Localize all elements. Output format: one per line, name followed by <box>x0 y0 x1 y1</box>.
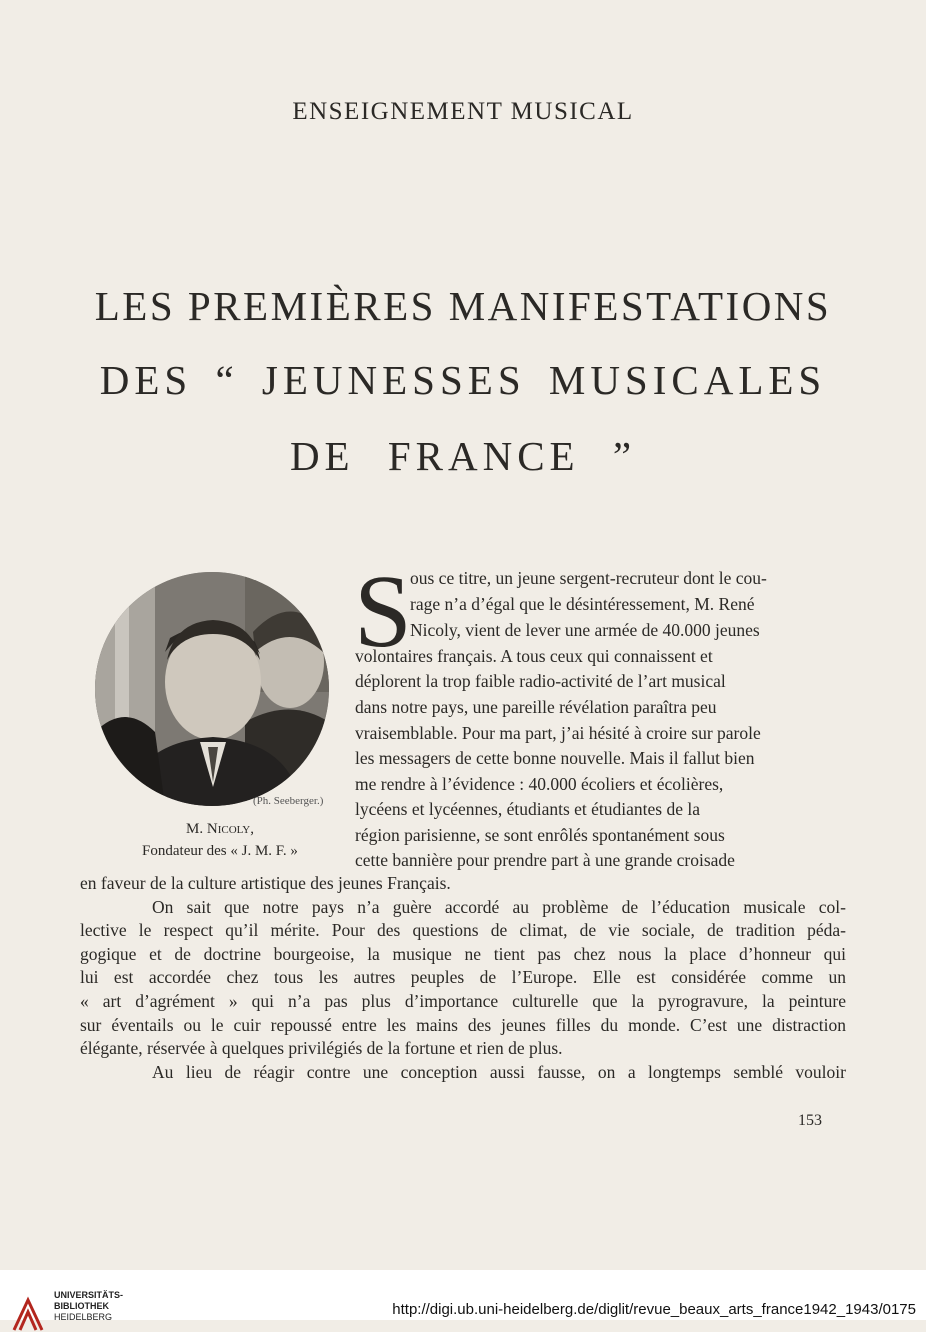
intro-line: ous ce titre, un jeune sergent-recruteur dont le cou- <box>410 568 767 588</box>
intro-line: les messagers de cette bonne nouvelle. Mais il fallut bien <box>355 748 755 768</box>
body-line: lective le respect qu’il mérite. Pour des questions de climat, de vie sociale, de tradition péda- <box>80 920 846 941</box>
body-line: On sait que notre pays n’a guère accordé au problème de l’éducation musicale col- <box>152 896 846 917</box>
library-logo-icon <box>10 1296 46 1332</box>
intro-line: dans notre pays, une pareille révélation paraîtra peu <box>355 697 717 717</box>
body-line: gogique et de doctrine bourgeoise, la musique ne tient pas chez nous la place d’honneur qui <box>80 943 846 964</box>
article-title-line-1: LES PREMIÈRES MANIFESTATIONS <box>94 283 832 329</box>
intro-line: déplorent la trop faible radio-activité de l’art musical <box>355 671 726 691</box>
section-title: ENSEIGNEMENT MUSICAL <box>292 98 634 125</box>
body-line: Au lieu de réagir contre une conception aussi fausse, on a longtemps semblé vouloir <box>152 1061 846 1082</box>
body-text <box>80 872 846 1084</box>
portrait-photo <box>95 572 329 806</box>
library-name: UNIVERSITÄTS- BIBLIOTHEK HEIDELBERG <box>54 1290 124 1322</box>
photo-credit: (Ph. Seeberger.) <box>253 795 324 807</box>
intro-line: rage n’a d’égal que le désintéressement, M. René <box>410 594 755 614</box>
intro-line: région parisienne, se sont enrôlés spontanément sous <box>355 825 725 845</box>
body-line: en faveur de la culture artistique des jeunes Français. <box>80 873 451 893</box>
article-title-line-2: DES “ JEUNESSES MUSICALES <box>99 357 827 403</box>
drop-cap: S <box>354 554 412 669</box>
article-title-line-3: DE FRANCE ” <box>289 433 637 479</box>
intro-line: volontaires français. A tous ceux qui connaissent et <box>355 646 713 666</box>
body-line: « art d’agrément » qui n’a pas plus d’importance culturelle que la pyrogravure, la peinture <box>80 990 846 1011</box>
body-line: élégante, réservée à quelques privilégiés de la fortune et rien de plus. <box>80 1038 563 1059</box>
caption-role: Fondateur des « J. M. F. » <box>142 843 298 859</box>
intro-line: cette bannière pour prendre part à une grande croisade <box>355 850 735 870</box>
source-url-link[interactable]: http://digi.ub.uni-heidelberg.de/diglit/revue_beaux_arts_france1942_1943/0175 <box>392 1301 916 1318</box>
caption-name: M. Nicoly, <box>186 821 254 837</box>
page-number: 153 <box>798 1112 822 1129</box>
body-line: sur éventails ou le cuir repoussé entre les mains des jeunes filles du monde. C’est une distraction <box>80 1014 846 1035</box>
intro-line: lycéens et lycéennes, étudiants et étudiantes de la <box>355 799 701 819</box>
body-line: lui est accordée chez tous les autres peuples de l’Europe. Elle est considérée comme un <box>80 967 846 988</box>
intro-line: me rendre à l’évidence : 40.000 écoliers et écolières, <box>355 774 724 794</box>
intro-line: Nicoly, vient de lever une armée de 40.000 jeunes <box>410 620 760 640</box>
intro-line: vraisemblable. Pour ma part, j’ai hésité à croire sur parole <box>355 723 761 743</box>
photo-caption <box>100 818 340 862</box>
